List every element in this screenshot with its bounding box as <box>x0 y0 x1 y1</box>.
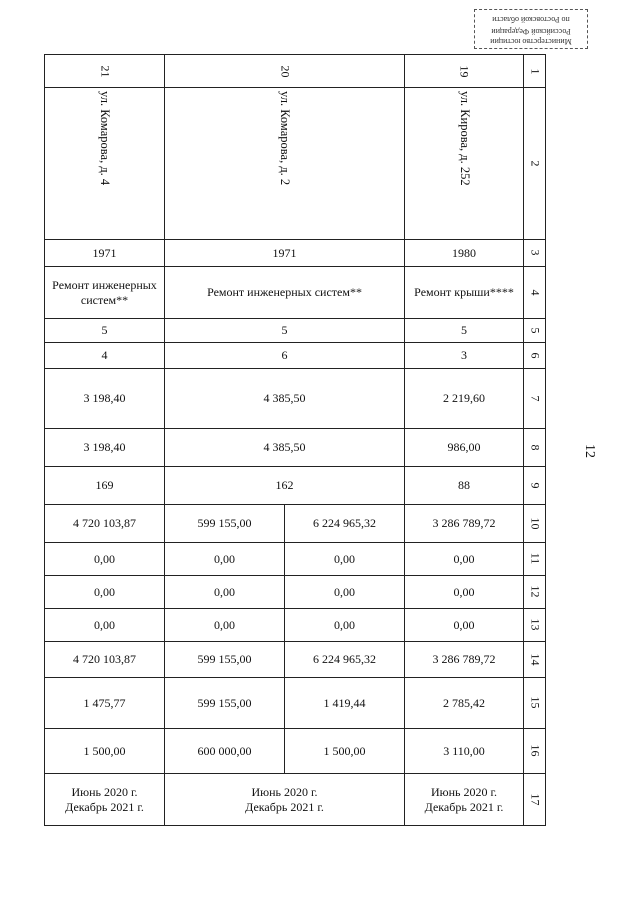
value-cell: 0,00 <box>214 584 235 599</box>
object-address: ул. Комарова, д. 2 <box>278 91 292 186</box>
period-cell: Июнь 2020 г. Декабрь 2021 г. <box>245 784 324 814</box>
row-number: 15 <box>528 696 542 709</box>
value-cell: 0,00 <box>453 584 475 599</box>
value-cell: 4 385,50 <box>263 391 306 405</box>
value-cell: 4 720 103,87 <box>73 516 136 530</box>
value-cell: 3 286 789,72 <box>432 516 496 530</box>
value-cell: 2 219,60 <box>443 391 485 405</box>
build-year: 1980 <box>452 245 476 260</box>
value-cell: 6 224 965,32 <box>313 516 376 530</box>
value-cell: 0,00 <box>334 617 355 632</box>
row-number: 3 <box>528 249 542 256</box>
stamp-line: Министерство юстиции <box>490 37 572 46</box>
value-cell: 600 000,00 <box>197 743 252 758</box>
row-number: 9 <box>528 482 542 488</box>
value-cell: 162 <box>275 478 294 492</box>
row-number: 4 <box>528 289 542 295</box>
value-cell: 0,00 <box>94 617 115 632</box>
row-number: 1 <box>528 68 542 74</box>
work-type: Ремонт инженерных систем** <box>52 277 157 307</box>
object-number: 21 <box>98 65 112 77</box>
value-cell: 3 <box>461 348 467 362</box>
value-cell: 3 198,40 <box>83 440 126 454</box>
value-cell: 0,00 <box>214 551 235 566</box>
row-number: 17 <box>528 793 542 805</box>
value-cell: 599 155,00 <box>197 695 252 710</box>
row-number: 8 <box>528 444 542 450</box>
row-number: 16 <box>528 744 542 757</box>
row-number: 11 <box>528 552 542 565</box>
value-cell: 986,00 <box>447 440 481 454</box>
value-cell: 0,00 <box>94 551 115 566</box>
value-cell: 1 419,44 <box>323 695 366 710</box>
value-cell: 2 785,42 <box>443 695 485 710</box>
value-cell: 599 155,00 <box>197 516 252 530</box>
value-cell: 0,00 <box>334 584 355 599</box>
value-cell: 88 <box>458 478 470 492</box>
value-cell: 3 110,00 <box>443 743 485 758</box>
row-number: 6 <box>528 352 542 358</box>
value-cell: 4 720 103,87 <box>73 652 136 666</box>
value-cell: 6 <box>281 348 288 362</box>
value-cell: 169 <box>95 478 114 492</box>
value-cell: 0,00 <box>453 617 475 632</box>
row-number: 13 <box>528 618 542 631</box>
value-cell: 0,00 <box>334 551 355 566</box>
value-cell: 4 385,50 <box>263 440 306 454</box>
row-number: 10 <box>528 517 542 529</box>
value-cell: 0,00 <box>214 617 235 632</box>
value-cell: 6 224 965,32 <box>313 652 376 666</box>
page-number: 12 <box>582 444 597 458</box>
value-cell: 1 475,77 <box>83 695 126 710</box>
row-number: 5 <box>528 327 542 333</box>
value-cell: 0,00 <box>453 551 475 566</box>
value-cell: 4 <box>101 348 108 362</box>
object-number: 19 <box>457 65 472 77</box>
object-number: 20 <box>278 65 292 77</box>
value-cell: 1 500,00 <box>323 743 366 758</box>
registration-stamp <box>474 9 588 49</box>
value-cell: 1 500,00 <box>83 743 126 758</box>
period-cell: Июнь 2020 г. Декабрь 2021 г. <box>424 784 504 814</box>
build-year: 1971 <box>272 245 297 260</box>
value-cell: 5 <box>461 323 467 337</box>
value-cell: 0,00 <box>94 584 115 599</box>
period-cell: Июнь 2020 г. Декабрь 2021 г. <box>65 784 144 814</box>
work-type: Ремонт инженерных систем** <box>207 285 362 299</box>
object-address: ул. Кирова, д. 252 <box>458 91 472 186</box>
row-number: 14 <box>528 653 542 665</box>
object-address: ул. Комарова, д. 4 <box>98 91 112 186</box>
work-type: Ремонт крыши**** <box>414 285 514 299</box>
stamp-line: Российской Федерации <box>491 27 571 36</box>
value-cell: 3 198,40 <box>83 391 126 405</box>
housing-repair-table <box>44 54 546 826</box>
value-cell: 599 155,00 <box>197 652 252 666</box>
build-year: 1971 <box>92 245 117 260</box>
row-number: 7 <box>528 395 542 401</box>
value-cell: 3 286 789,72 <box>432 652 496 666</box>
value-cell: 5 <box>101 323 108 337</box>
value-cell: 5 <box>281 323 288 337</box>
row-number: 2 <box>528 160 542 166</box>
row-number: 12 <box>528 585 542 598</box>
stamp-line: по Ростовской области <box>492 15 570 24</box>
